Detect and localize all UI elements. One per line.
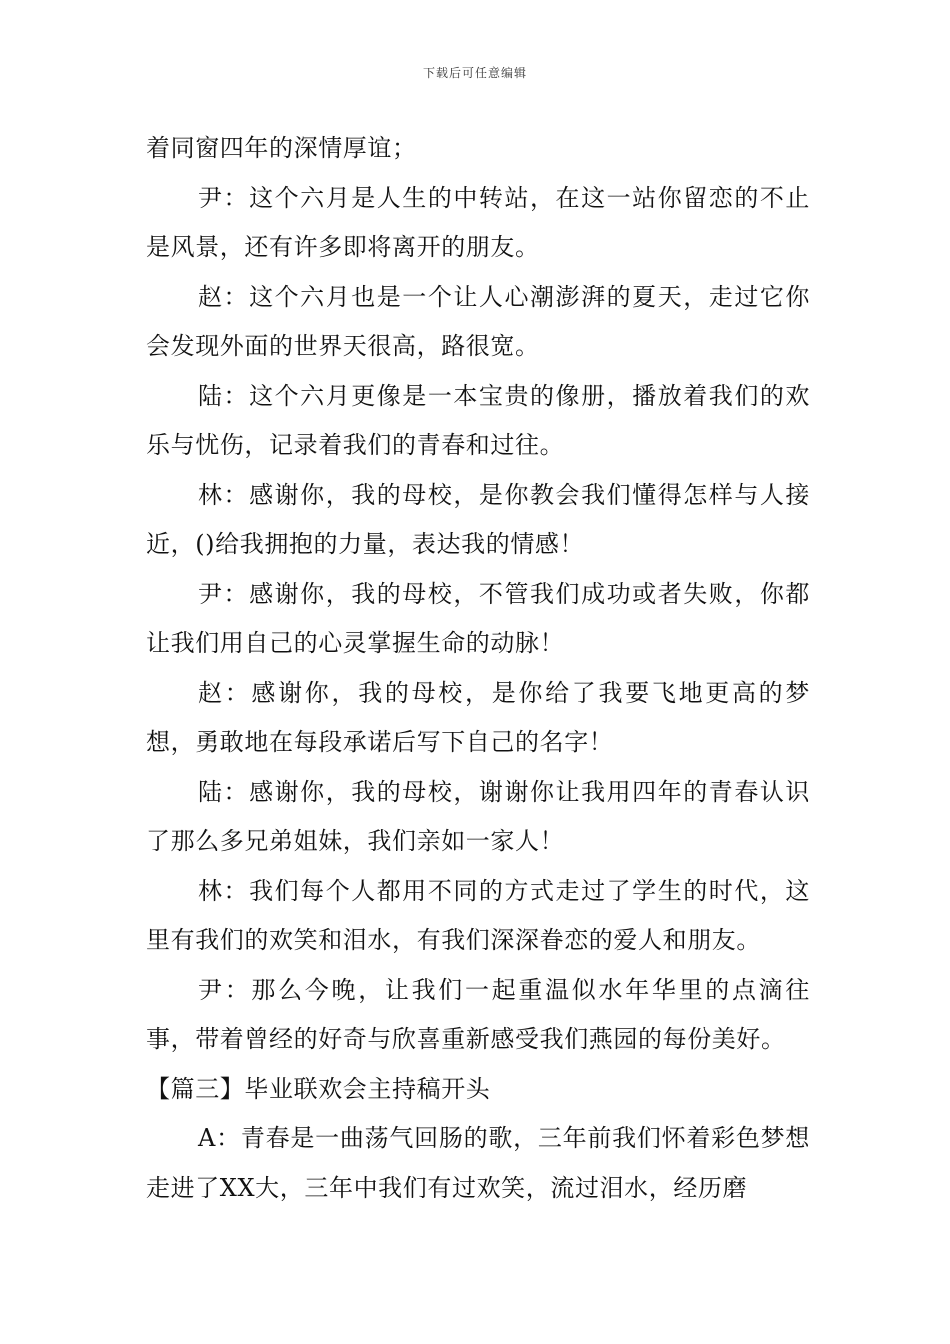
- paragraph: 林：我们每个人都用不同的方式走过了学生的时代，这里有我们的欢笑和泪水，有我们深深眷恋的爱人和朋友。: [146, 876, 810, 954]
- section-heading: 【篇三】毕业联欢会主持稿开头: [146, 1074, 491, 1103]
- paragraph: 林：感谢你，我的母校，是你教会我们懂得怎样与人接近，()给我拥抱的力量，表达我的情感！: [146, 480, 810, 558]
- page-header: 下载后可任意编辑: [422, 66, 527, 80]
- paragraph: 尹：那么今晚，让我们一起重温似水年华里的点滴往事，带着曾经的好奇与欣喜重新感受我们燕园的每份美好。: [146, 975, 810, 1053]
- paragraph: 尹：这个六月是人生的中转站，在这一站你留恋的不止是风景，还有许多即将离开的朋友。: [146, 183, 810, 261]
- paragraph: 赵：感谢你，我的母校，是你给了我要飞地更高的梦想，勇敢地在每段承诺后写下自己的名字！: [146, 678, 810, 756]
- paragraph: 陆：这个六月更像是一本宝贵的像册，播放着我们的欢乐与忧伤，记录着我们的青春和过往。: [146, 381, 810, 459]
- paragraph: 着同窗四年的深情厚谊；: [146, 134, 417, 162]
- paragraph: A：青春是一曲荡气回肠的歌，三年前我们怀着彩色梦想走进了XX大，三年中我们有过欢笑，流过泪水，经历磨: [146, 1124, 810, 1202]
- paragraph: 赵：这个六月也是一个让人心潮澎湃的夏天，走过它你会发现外面的世界天很高，路很宽。: [146, 282, 810, 360]
- paragraph: 陆：感谢你，我的母校，谢谢你让我用四年的青春认识了那么多兄弟姐妹，我们亲如一家人！: [146, 777, 810, 855]
- document-body: [146, 124, 810, 1213]
- paragraph: 尹：感谢你，我的母校，不管我们成功或者失败，你都让我们用自己的心灵掌握生命的动脉！: [146, 579, 810, 657]
